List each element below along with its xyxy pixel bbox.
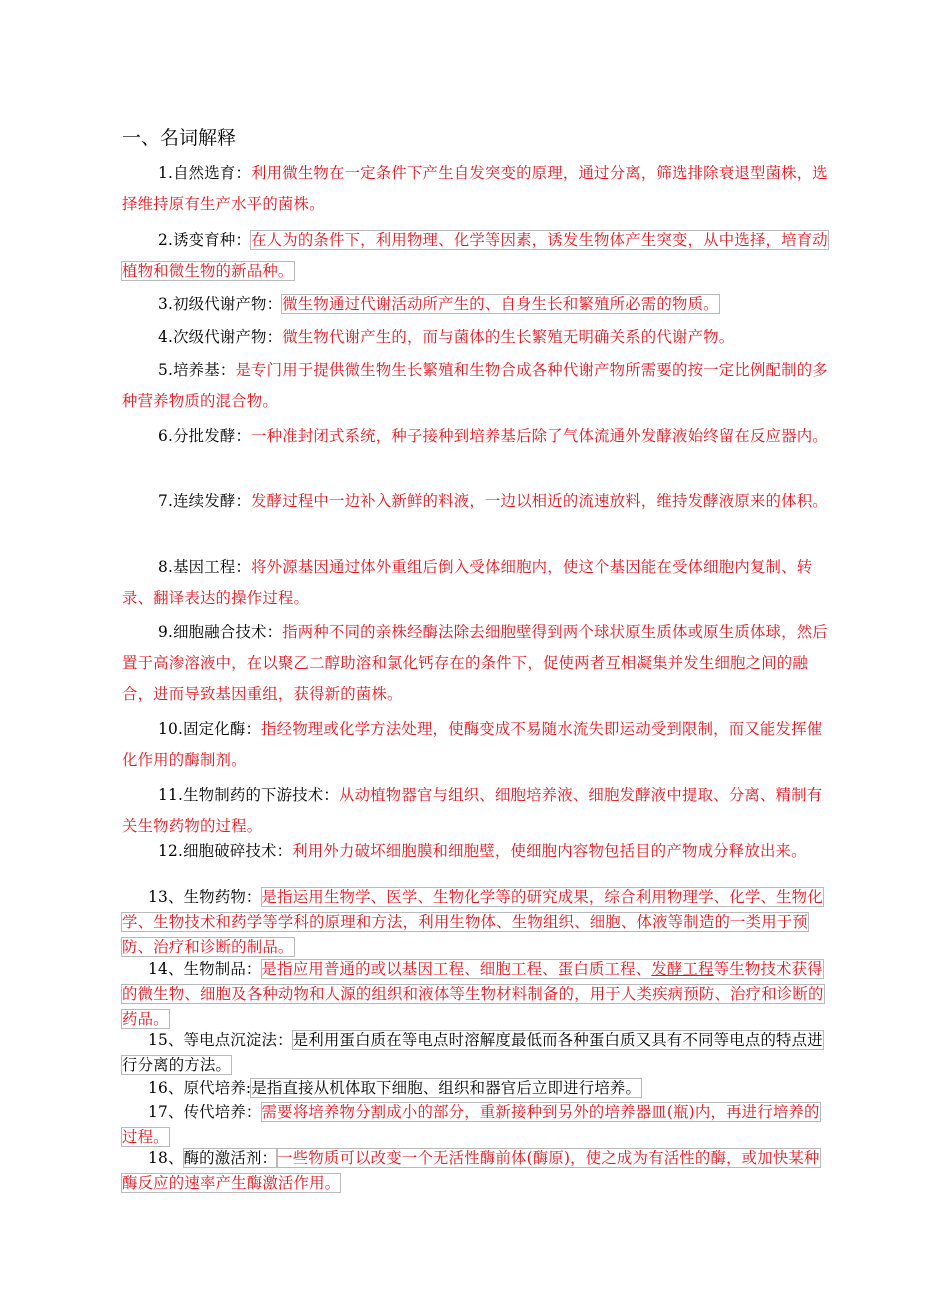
- entry-9: [122, 617, 828, 710]
- entry-17: [122, 1100, 828, 1150]
- definition: 将外源基因通过体外重组后倒入受体细胞内，使这个基因能在受体细胞内复制、转录、翻译表达的操作过程。: [122, 558, 813, 607]
- definition: 微生物通过代谢活动所产生的、自身生长和繁殖所必需的物质。: [282, 295, 719, 313]
- term: 4.次级代谢产物：: [158, 328, 283, 346]
- definition: 一种准封闭式系统，种子接种到培养基后除了气体流通外发酵液始终留在反应器内。: [251, 427, 828, 445]
- definition: 从动植物器官与组织、细胞培养液、细胞发酵液中提取、分离、精制有关生物药物的过程。: [122, 786, 823, 835]
- term: 14、生物制品：: [148, 960, 262, 978]
- term: 2.诱变育种：: [158, 231, 252, 249]
- definition: 利用外力破坏细胞膜和细胞壁，使细胞内容物包括目的产物成分释放出来。: [292, 842, 807, 860]
- definition: 发酵过程中一边补入新鲜的料液，一边以相近的流速放料，维持发酵液原来的体积。: [251, 492, 828, 510]
- term: 12.细胞破碎技术：: [158, 842, 293, 860]
- entry-18: [122, 1146, 828, 1196]
- term: 17、传代培养：: [148, 1103, 262, 1121]
- term: 3.初级代谢产物：: [158, 295, 283, 313]
- entry-13: [122, 885, 828, 960]
- definition: 需要将培养物分割成小的部分，重新接种到另外的培养器皿(瓶)内，再进行培养的过程。: [122, 1103, 820, 1146]
- entry-6: [122, 421, 828, 452]
- term: 6.分批发酵：: [158, 427, 252, 445]
- definition: 微生物代谢产生的，而与菌体的生长繁殖无明确关系的代谢产物。: [282, 328, 735, 346]
- term: 13、生物药物：: [148, 888, 262, 906]
- term: 11.生物制药的下游技术：: [158, 786, 339, 804]
- entry-7: [122, 486, 828, 517]
- definition: 在人为的条件下，利用物理、化学等因素，诱发生物体产生突变，从中选择，培育动植物和微生物的新品种。: [122, 231, 828, 280]
- term: 18、: [148, 1149, 184, 1167]
- entry-14: [122, 957, 828, 1032]
- underlined-term: 发酵工程: [651, 960, 714, 978]
- section-heading: 一、名词解释: [122, 127, 237, 149]
- term: 5.培养基：: [158, 361, 236, 379]
- term: 10.固定化酶：: [158, 720, 262, 738]
- definition-part: 是指应用普通的或以基因工程、细胞工程、蛋白质工程、: [261, 960, 652, 978]
- definition: 是利用蛋白质在等电点时溶解度最低而各种蛋白质又具有不同等电点的特点进行分离的方法。: [122, 1031, 823, 1074]
- definition: 是指直接从机体取下细胞、组织和器官后立即进行培养。: [251, 1079, 642, 1097]
- term: 9.细胞融合技术：: [158, 623, 283, 641]
- entry-1: [122, 158, 828, 220]
- definition: 指两种不同的亲株经酶法除去细胞壁得到两个球状原生质体或原生质体球，然后置于高渗溶液中，在以聚乙二醇助溶和氯化钙存在的条件下，促使两者互相凝集并发生细胞之间的融合，进而导致基因重组，获得新的菌株。: [122, 623, 828, 703]
- entry-10: [122, 714, 828, 776]
- definition: 指经物理或化学方法处理，使酶变成不易随水流失即运动受到限制，而又能发挥催化作用的酶制剂。: [122, 720, 823, 769]
- entry-16: [122, 1076, 828, 1101]
- definition: 是指运用生物学、医学、生物化学等的研究成果，综合利用物理学、化学、生物化学、生物技术和药学等学科的原理和方法，利用生物体、生物组织、细胞、体液等制造的一类用于预防、治疗和诊断的制品。: [122, 888, 823, 956]
- term: 8.基因工程：: [158, 558, 252, 576]
- entry-15: [122, 1028, 828, 1078]
- term: 16、原代培养:: [148, 1079, 252, 1097]
- definition-part: 等生物技术获得的微生物、细胞及各种动物和人源的组织和液体等生物材料制备的，用于人类疾病预防、治疗和诊断的药品。: [122, 960, 824, 1028]
- entry-5: [122, 355, 828, 417]
- entry-3: [122, 289, 828, 320]
- term: 1.自然选育：: [158, 164, 252, 182]
- term-boxed: 酶的激活剂：: [183, 1149, 278, 1167]
- entry-12: [122, 839, 828, 864]
- definition: 一些物质可以改变一个无活性酶前体(酶原)，使之成为有活性的酶，或加快某种酶反应的速率产生酶激活作用。: [122, 1149, 820, 1192]
- term: 15、等电点沉淀法：: [148, 1031, 293, 1049]
- definition: 利用微生物在一定条件下产生自发突变的原理，通过分离，筛选排除衰退型菌株，选择维持原有生产水平的菌株。: [122, 164, 828, 213]
- entry-8: [122, 552, 828, 614]
- term: 7.连续发酵：: [158, 492, 252, 510]
- entry-4: [122, 322, 828, 353]
- entry-11: [122, 780, 828, 842]
- entry-2: [122, 225, 828, 287]
- definition: 是专门用于提供微生物生长繁殖和生物合成各种代谢产物所需要的按一定比例配制的多种营养物质的混合物。: [122, 361, 828, 410]
